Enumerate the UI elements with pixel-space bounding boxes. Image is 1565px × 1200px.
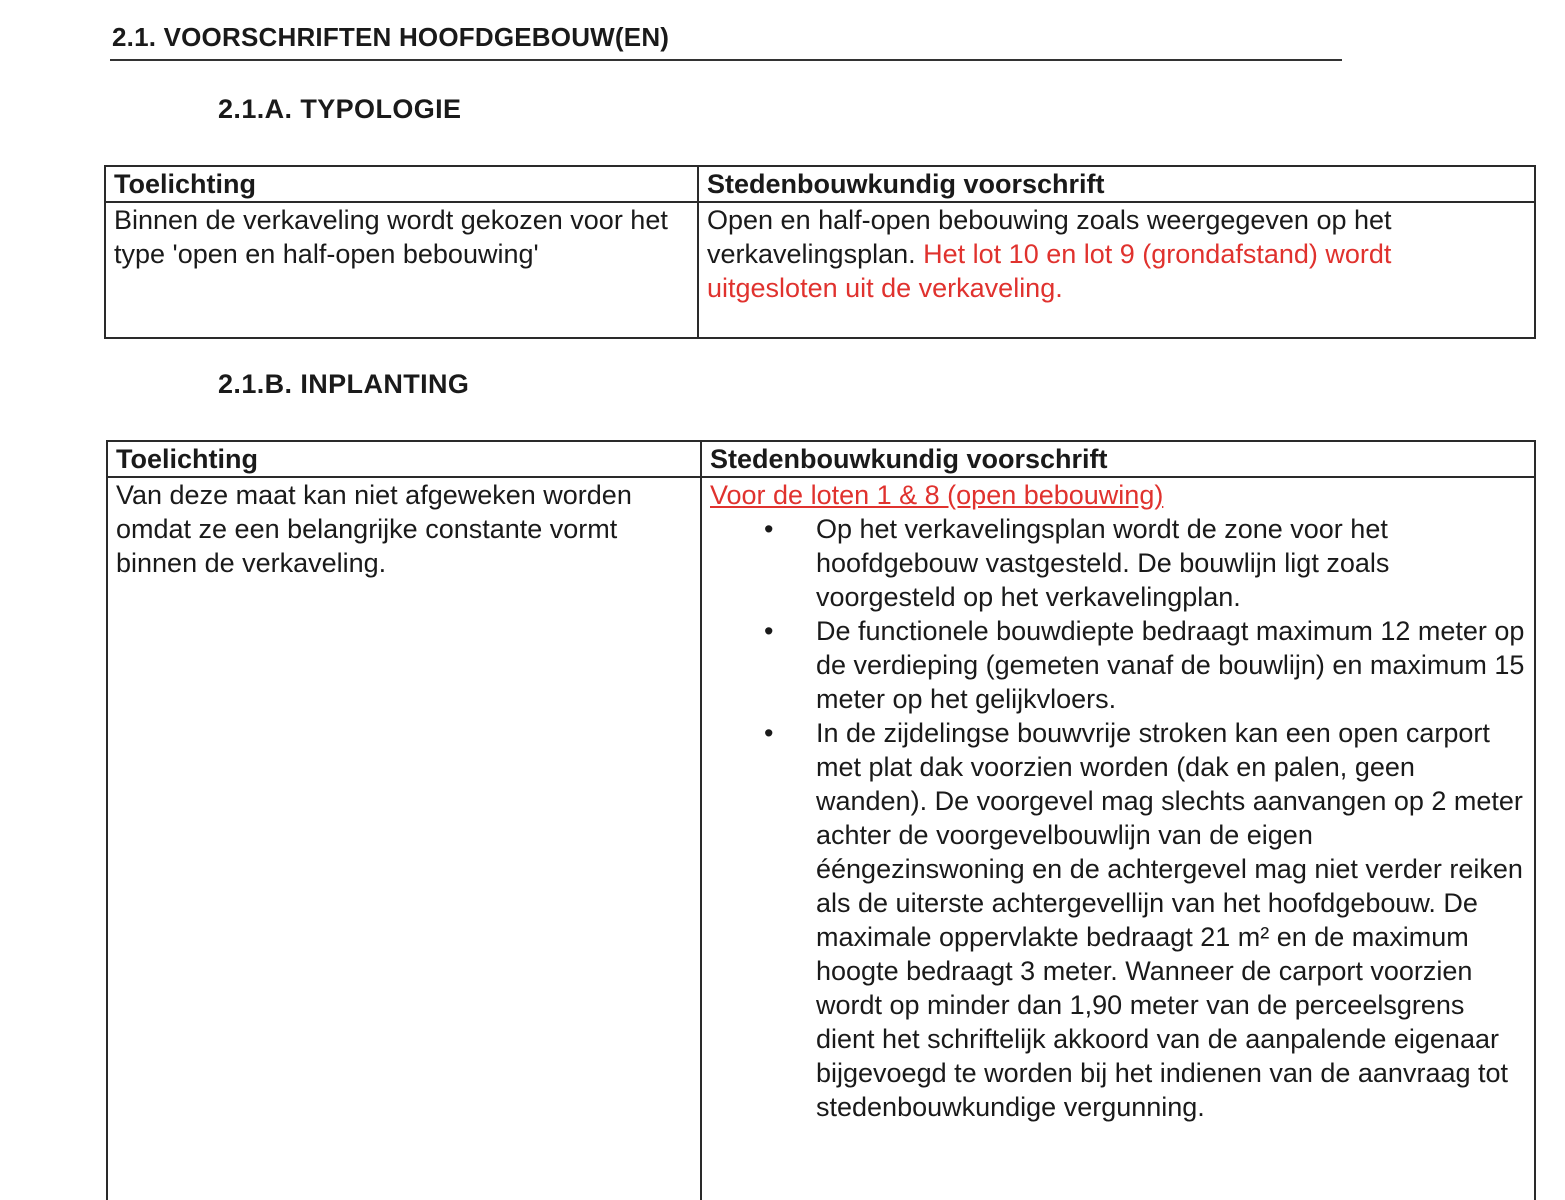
list-item: • Op het verkavelingsplan wordt de zone voor het hoofdgebouw vastgesteld. De bouwlijn ligt zoals voorgesteld op het verkavelingplan. bbox=[816, 512, 1526, 614]
table-row bbox=[107, 477, 1535, 1200]
list-item: • In de zijdelingse bouwvrije stroken kan een open carport met plat dak voorzien worden (dak en palen, geen wanden). De voorgevel mag slechts aanvangen op 2 meter achter de voorgevelbouwlijn van de eigen ééngezinswoning en de achtergevel mag niet verder reiken als de uiterste achtergevellijn van het hoofdgebouw. De maximale oppervlakte bedraagt 21 m² en de maximum hoogte bedraagt 3 meter. Wanneer de carport voorzien wordt op minder dan 1,90 meter van de perceelsgrens dient het schriftelijk akkoord van de aanpalende eigenaar bijgevoegd te worden bij het indienen van de aanvraag tot stedenbouwkundige vergunning. bbox=[816, 716, 1526, 1124]
voorschrift-list bbox=[710, 512, 1526, 1124]
subheading-typologie: 2.1.A. TYPOLOGIE bbox=[218, 94, 462, 124]
inplanting-table bbox=[106, 440, 1536, 1200]
column-header-toelichting: Toelichting bbox=[105, 166, 698, 202]
section-title: 2.1. VOORSCHRIFTEN HOOFDGEBOUW(EN) bbox=[112, 22, 670, 52]
voorschrift-cell bbox=[698, 202, 1535, 338]
toelichting-cell bbox=[107, 477, 701, 1200]
section-divider bbox=[110, 59, 1342, 61]
toelichting-text: Van deze maat kan niet afgeweken worden omdat ze een belangrijke constante vormt binnen de verkaveling. bbox=[116, 480, 632, 578]
list-item: • De functionele bouwdiepte bedraagt maximum 12 meter op de verdieping (gemeten vanaf de bouwlijn) en maximum 15 meter op het gelijkvloers. bbox=[816, 614, 1526, 716]
column-header-voorschrift: Stedenbouwkundig voorschrift bbox=[698, 166, 1535, 202]
table-header-row bbox=[105, 166, 1535, 202]
toelichting-cell bbox=[105, 202, 698, 338]
toelichting-text: Binnen de verkaveling wordt gekozen voor het type 'open en half-open bebouwing' bbox=[114, 205, 668, 269]
voorschrift-cell bbox=[701, 477, 1535, 1200]
column-header-toelichting: Toelichting bbox=[107, 441, 701, 477]
table-row bbox=[105, 202, 1535, 338]
column-header-voorschrift: Stedenbouwkundig voorschrift bbox=[701, 441, 1535, 477]
subheading-inplanting: 2.1.B. INPLANTING bbox=[218, 369, 470, 399]
typologie-table bbox=[104, 165, 1536, 339]
amendment-text: Het lot 10 en lot 9 (grondafstand) wordt uitgesloten uit de verkaveling. bbox=[707, 239, 1392, 303]
voorschrift-text: Open en half-open bebouwing zoals weergegeven op het verkavelingsplan. bbox=[707, 205, 1392, 269]
table-header-row bbox=[107, 441, 1535, 477]
lots-intro: Voor de loten 1 & 8 (open bebouwing) bbox=[710, 480, 1164, 510]
